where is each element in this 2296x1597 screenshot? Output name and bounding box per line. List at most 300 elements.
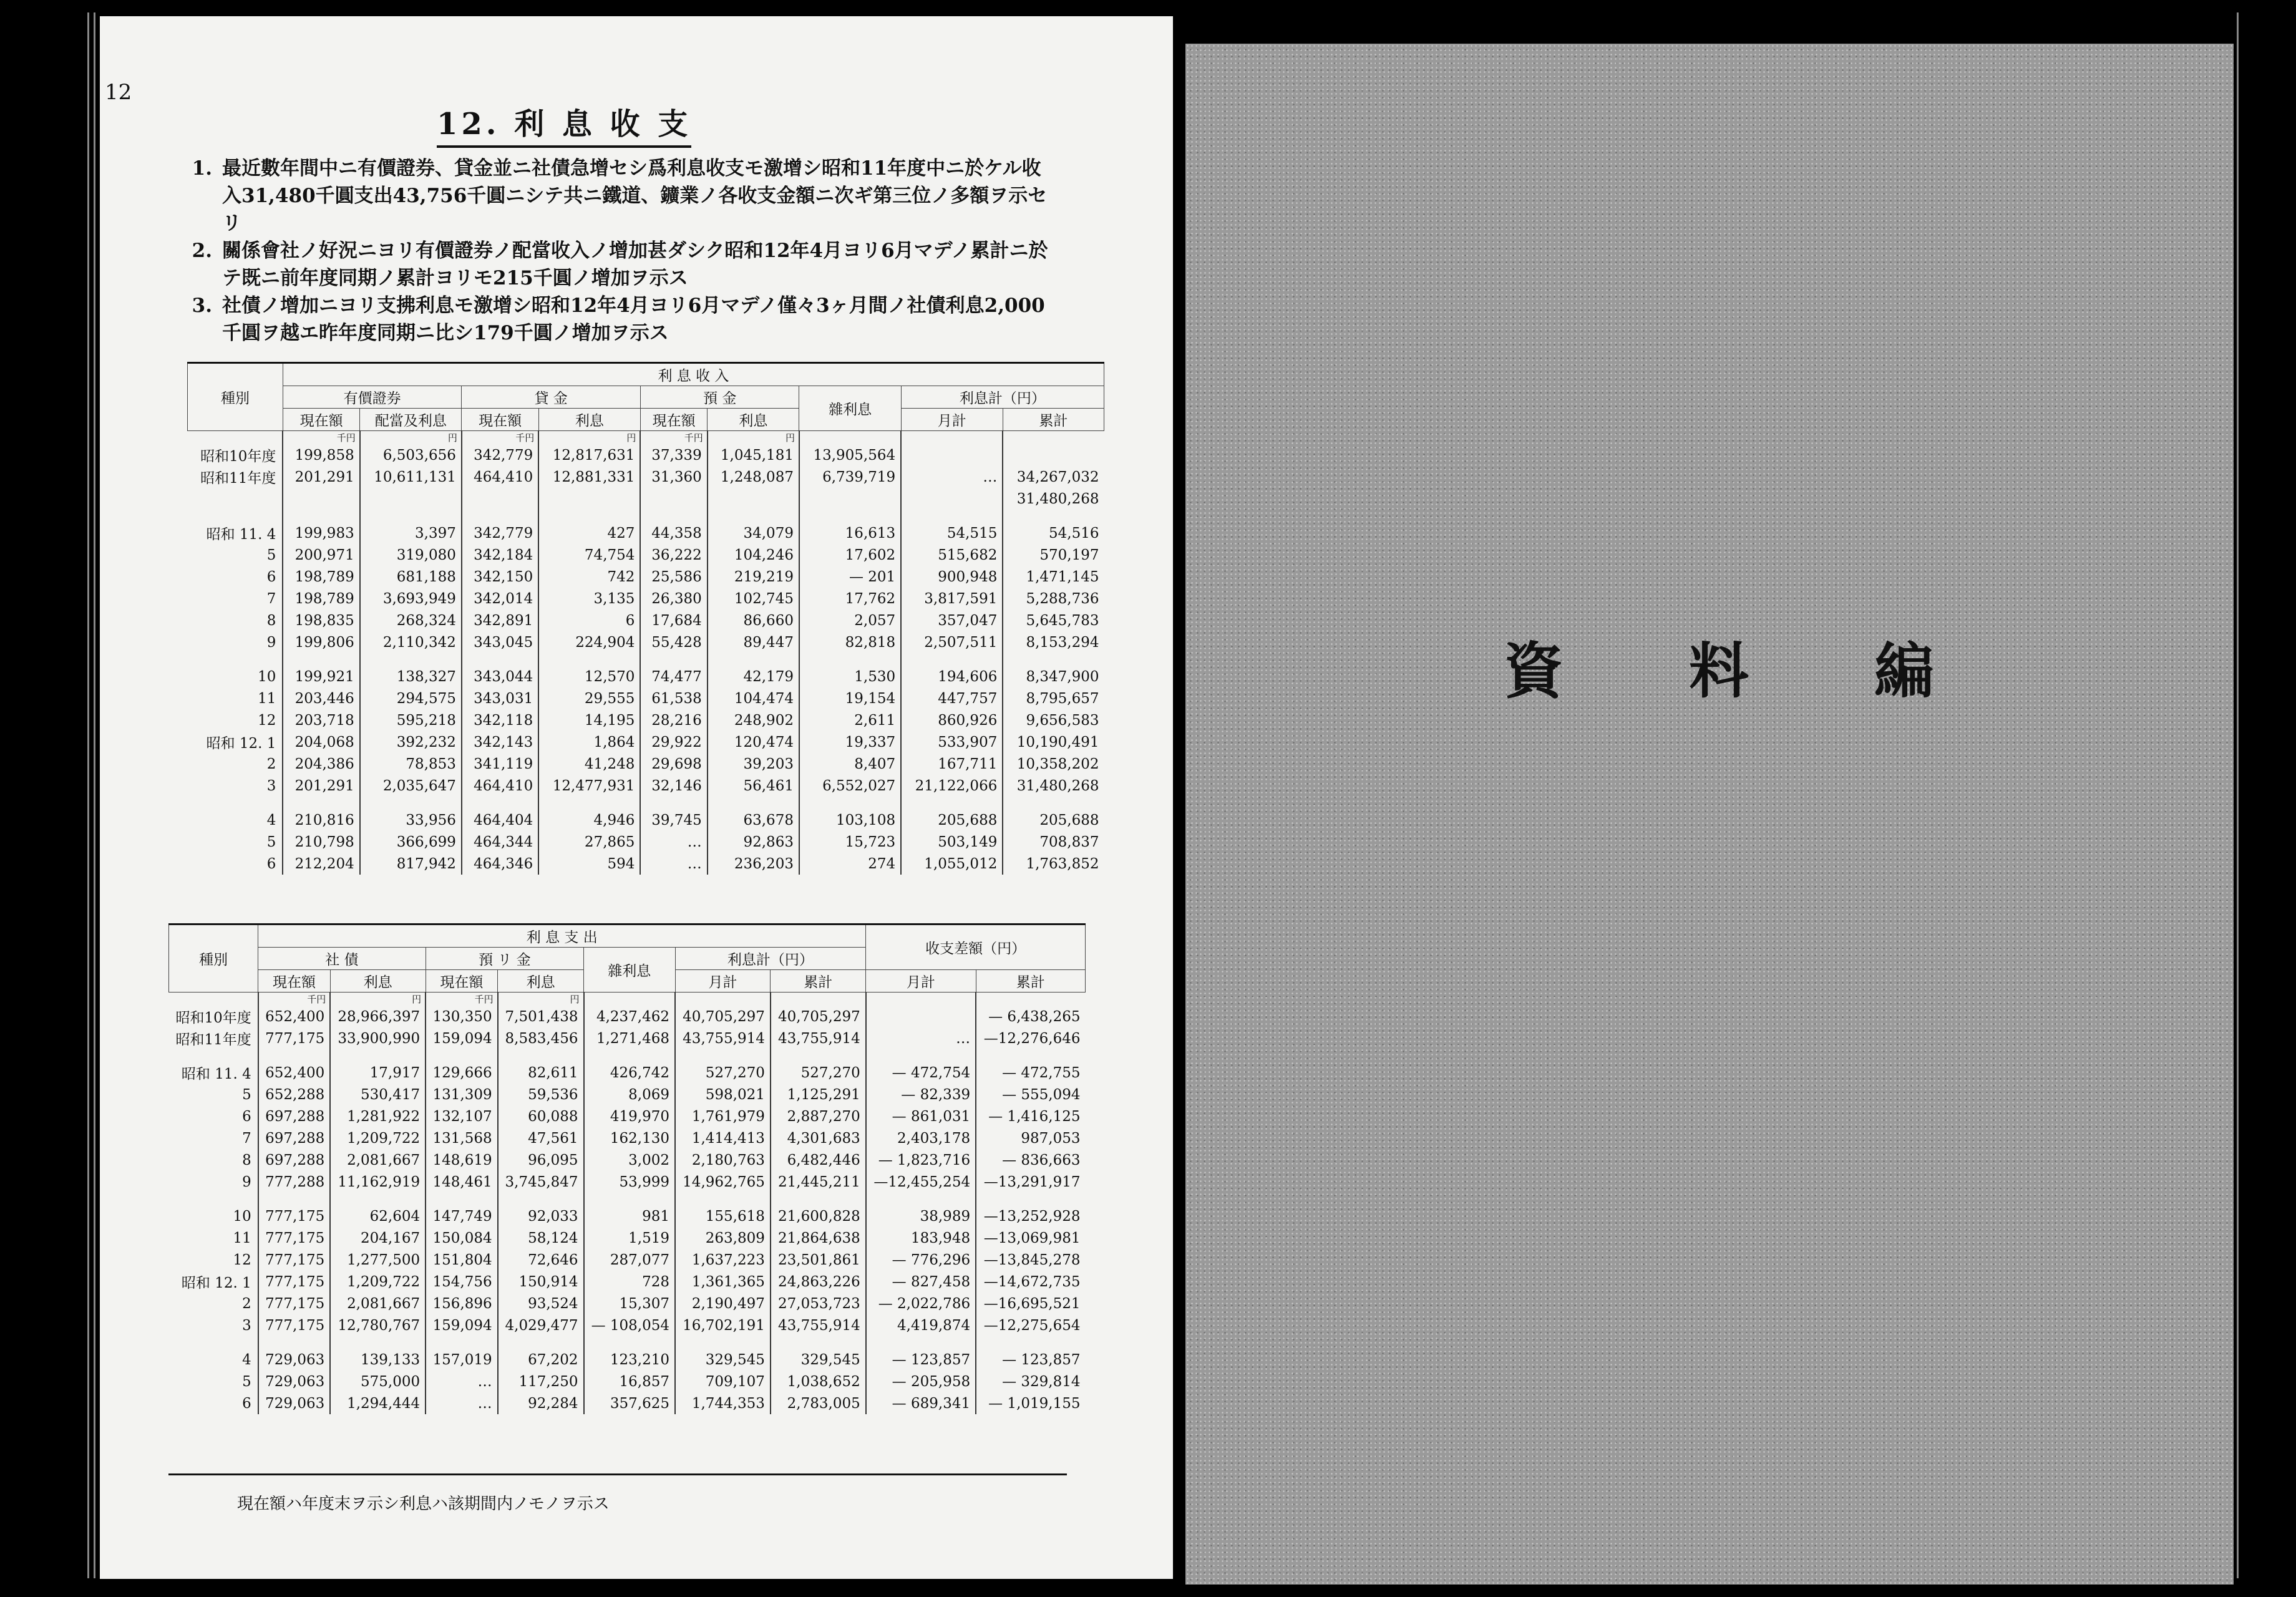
table-cell: 82,818 — [799, 631, 901, 653]
table-cell: 25,586 — [640, 566, 707, 588]
column-header-income: 利 息 收 入 — [283, 363, 1104, 386]
table-cell: 204,167 — [330, 1227, 426, 1249]
row-label: 昭和 11. 4 — [181, 1066, 251, 1082]
table-cell: 131,568 — [426, 1127, 498, 1149]
table-row — [169, 1249, 1086, 1271]
row-label: 9 — [266, 634, 276, 651]
column-header-present: 現在額 — [283, 409, 359, 431]
table-cell — [901, 488, 1003, 510]
table-cell: 204,386 — [283, 753, 359, 775]
row-label: 10 — [258, 668, 276, 685]
table-cell: 4,029,477 — [498, 1314, 584, 1336]
interest-income-table — [187, 362, 1104, 875]
row-label: 3 — [242, 1317, 251, 1334]
table-cell: 154,756 — [426, 1271, 498, 1293]
row-label: 8 — [242, 1152, 251, 1168]
table-cell: 1,209,722 — [330, 1127, 426, 1149]
table-cell: 777,175 — [258, 1249, 331, 1271]
table-cell: 728 — [584, 1271, 675, 1293]
table-cell: 1,471,145 — [1003, 566, 1104, 588]
table-cell: 6,552,027 — [799, 775, 901, 797]
column-header-total: 利息計（円） — [675, 948, 866, 970]
table-cell: — 472,754 — [866, 1049, 976, 1084]
table-cell: 2,190,497 — [675, 1293, 771, 1314]
table-cell: 47,561 — [498, 1127, 584, 1149]
table-cell: 201,291 — [283, 775, 359, 797]
column-header-cumulative: 累計 — [771, 970, 866, 993]
row-label: 昭和10年度 — [175, 1010, 251, 1026]
table-cell: 14,962,765 — [675, 1171, 771, 1193]
table-cell: 31,360 — [640, 466, 707, 488]
table-cell: 1,277,500 — [330, 1249, 426, 1271]
table-cell: 11,162,919 — [330, 1171, 426, 1193]
table-cell: — 827,458 — [866, 1271, 976, 1293]
column-header-present: 現在額 — [462, 409, 538, 431]
table-cell: 24,863,226 — [771, 1271, 866, 1293]
table-cell: 708,837 — [1003, 831, 1104, 853]
table-cell: 120,474 — [708, 731, 799, 753]
table-cell: —16,695,521 — [976, 1293, 1085, 1314]
note-item — [175, 237, 1048, 292]
table-row — [188, 544, 1104, 566]
row-label: 5 — [242, 1086, 251, 1103]
table-cell: 203,718 — [283, 709, 359, 731]
column-header-interest: 利息 — [538, 409, 640, 431]
table-cell: 1,271,468 — [584, 1027, 675, 1049]
table-cell: 515,682 — [901, 544, 1003, 566]
table-cell: 59,536 — [498, 1084, 584, 1105]
table-cell: 224,904 — [538, 631, 640, 653]
table-cell: 817,942 — [360, 853, 462, 875]
table-cell: … — [640, 853, 707, 875]
table-cell: 709,107 — [675, 1371, 771, 1392]
column-header-deposits-received: 預 リ 金 — [426, 948, 583, 970]
right-page — [1185, 44, 2234, 1585]
table-cell: 860,926 — [901, 709, 1003, 731]
table-cell: 6 — [538, 609, 640, 631]
table-cell: —13,291,917 — [976, 1171, 1085, 1193]
table-row — [169, 1027, 1086, 1049]
table-cell: 92,284 — [498, 1392, 584, 1414]
note-text: 最近數年間中ニ有價證券、貸金並ニ社債急增セシ爲利息收支モ激增シ昭和11年度中ニ於ケル收入31,480千圓支出43,756千圓ニシテ共ニ鐵道、鑛業ノ各收支金額ニ次ギ第三位ノ多額ヲ示セリ — [222, 157, 1048, 235]
interest-expense-table — [168, 923, 1086, 1414]
table-cell: 1,519 — [584, 1227, 675, 1249]
row-label: 7 — [242, 1130, 251, 1147]
column-header-securities: 有價證券 — [283, 386, 462, 409]
note-text: 關係會社ノ好況ニヨリ有價證券ノ配當收入ノ增加甚ダシク昭和12年4月ヨリ6月マデノ累計ニ於テ既ニ前年度同期ノ累計ヨリモ215千圓ノ增加ヲ示ス — [222, 240, 1048, 289]
table-cell: 104,474 — [708, 687, 799, 709]
table-cell: — 123,857 — [866, 1336, 976, 1371]
table-cell: 44,358 — [640, 510, 707, 544]
note-number: 1. — [192, 157, 212, 180]
table-cell: —14,672,735 — [976, 1271, 1085, 1293]
column-header-month: 月計 — [675, 970, 771, 993]
table-cell — [866, 1006, 976, 1027]
table-cell: 2,081,667 — [330, 1293, 426, 1314]
table-cell: 503,149 — [901, 831, 1003, 853]
table-cell: 729,063 — [258, 1336, 331, 1371]
table-cell: —12,276,646 — [976, 1027, 1085, 1049]
row-label: 4 — [266, 812, 276, 828]
table-cell: 6,482,446 — [771, 1149, 866, 1171]
table-cell: 697,288 — [258, 1149, 331, 1171]
table-cell: 419,970 — [584, 1105, 675, 1127]
table-cell: 2,110,342 — [360, 631, 462, 653]
table-cell: 2,783,005 — [771, 1392, 866, 1414]
table-cell: — 555,094 — [976, 1084, 1085, 1105]
table-cell: — 205,958 — [866, 1371, 976, 1392]
table-cell: 203,446 — [283, 687, 359, 709]
table-row — [169, 1127, 1086, 1149]
table-cell: 464,344 — [462, 831, 538, 853]
table-cell: 3,745,847 — [498, 1171, 584, 1193]
table-cell: 103,108 — [799, 797, 901, 831]
table-row — [169, 1171, 1086, 1193]
table-cell: 1,637,223 — [675, 1249, 771, 1271]
column-header-balance: 收支差額（円） — [866, 925, 1086, 970]
table-cell: 159,094 — [426, 1027, 498, 1049]
table-cell: 426,742 — [584, 1049, 675, 1084]
expense-table-body — [169, 1006, 1086, 1414]
table-cell: 31,480,268 — [1003, 488, 1104, 510]
table-cell — [640, 488, 707, 510]
table-cell: 198,835 — [283, 609, 359, 631]
table-cell: 287,077 — [584, 1249, 675, 1271]
table-cell: — 861,031 — [866, 1105, 976, 1127]
table-cell: 183,948 — [866, 1227, 976, 1249]
row-label: 昭和11年度 — [200, 470, 276, 487]
table-cell: 366,699 — [360, 831, 462, 853]
table-row — [169, 1193, 1086, 1227]
table-cell: 40,705,297 — [675, 1006, 771, 1027]
table-cell: 198,789 — [283, 566, 359, 588]
column-header-month: 月計 — [901, 409, 1003, 431]
table-row — [188, 466, 1104, 488]
title-char: 料 — [1689, 636, 1749, 706]
table-cell: — 1,823,716 — [866, 1149, 976, 1171]
table-cell: 777,175 — [258, 1314, 331, 1336]
table-cell: — 776,296 — [866, 1249, 976, 1271]
table-cell: 248,902 — [708, 709, 799, 731]
title-char: 編 — [1874, 636, 1934, 706]
book-spine-edge — [2237, 12, 2239, 1578]
notes-list — [175, 155, 1048, 347]
table-cell: 39,745 — [640, 797, 707, 831]
table-cell: … — [426, 1371, 498, 1392]
table-cell — [538, 488, 640, 510]
table-row — [188, 609, 1104, 631]
note-number: 2. — [192, 240, 212, 262]
row-label: 昭和10年度 — [200, 449, 276, 465]
table-cell: 19,337 — [799, 731, 901, 753]
table-cell: 33,900,990 — [330, 1027, 426, 1049]
unit-label: 円 — [708, 431, 799, 445]
table-cell: 987,053 — [976, 1127, 1085, 1149]
table-row — [188, 566, 1104, 588]
table-cell: 7,501,438 — [498, 1006, 584, 1027]
table-cell: 205,688 — [901, 797, 1003, 831]
table-row — [188, 488, 1104, 510]
table-cell: 981 — [584, 1193, 675, 1227]
table-cell: 2,035,647 — [360, 775, 462, 797]
table-cell: 132,107 — [426, 1105, 498, 1127]
column-header-interest: 利息 — [498, 970, 584, 993]
table-cell: … — [640, 831, 707, 853]
table-cell: 194,606 — [901, 653, 1003, 687]
table-cell: 464,410 — [462, 775, 538, 797]
table-cell: 205,688 — [1003, 797, 1104, 831]
table-cell — [799, 488, 901, 510]
row-label: 6 — [242, 1395, 251, 1412]
table-cell: 527,270 — [771, 1049, 866, 1084]
table-cell: 3,135 — [538, 588, 640, 609]
table-cell — [1003, 444, 1104, 466]
column-header-interest: 利息 — [330, 970, 426, 993]
table-cell: 117,250 — [498, 1371, 584, 1392]
column-header-deposits: 預 金 — [640, 386, 799, 409]
table-cell: 342,143 — [462, 731, 538, 753]
footer-note: 現在額ハ年度末ヲ示シ利息ハ該期間内ノモノヲ示ス — [237, 1495, 610, 1513]
table-cell: 575,000 — [330, 1371, 426, 1392]
row-label: 昭和11年度 — [175, 1032, 251, 1048]
table-cell: 464,346 — [462, 853, 538, 875]
table-cell: 150,914 — [498, 1271, 584, 1293]
table-cell: 12,780,767 — [330, 1314, 426, 1336]
column-header-interest: 利息 — [708, 409, 799, 431]
table-cell: 570,197 — [1003, 544, 1104, 566]
table-cell: 329,545 — [675, 1336, 771, 1371]
table-cell: 43,755,914 — [771, 1027, 866, 1049]
table-cell: 594 — [538, 853, 640, 875]
table-row — [169, 1227, 1086, 1249]
table-cell: 219,219 — [708, 566, 799, 588]
column-header-cumulative: 累計 — [1003, 409, 1104, 431]
table-cell: 2,611 — [799, 709, 901, 731]
table-cell: 43,755,914 — [675, 1027, 771, 1049]
table-row — [169, 1006, 1086, 1027]
table-row — [169, 1149, 1086, 1171]
table-cell — [283, 488, 359, 510]
table-cell: 29,555 — [538, 687, 640, 709]
row-label: 6 — [242, 1108, 251, 1125]
row-label: 11 — [233, 1230, 251, 1246]
row-label: 6 — [266, 568, 276, 585]
unit-label: 円 — [360, 431, 462, 445]
table-row — [188, 775, 1104, 797]
column-header-misc: 雜利息 — [584, 948, 675, 993]
table-cell: 123,210 — [584, 1336, 675, 1371]
table-cell: 63,678 — [708, 797, 799, 831]
table-cell: 29,698 — [640, 753, 707, 775]
table-cell: 17,602 — [799, 544, 901, 566]
table-cell: 199,858 — [283, 444, 359, 466]
table-row — [188, 631, 1104, 653]
footer-rule — [168, 1473, 1067, 1475]
table-cell: 357,625 — [584, 1392, 675, 1414]
table-cell: 729,063 — [258, 1392, 331, 1414]
table-cell: 62,604 — [330, 1193, 426, 1227]
table-cell: … — [866, 1027, 976, 1049]
row-label: 2 — [266, 755, 276, 772]
table-cell: 342,779 — [462, 444, 538, 466]
table-cell: 212,204 — [283, 853, 359, 875]
table-cell: — 1,019,155 — [976, 1392, 1085, 1414]
table-cell: 31,480,268 — [1003, 775, 1104, 797]
row-label: 7 — [266, 590, 276, 607]
table-cell: 742 — [538, 566, 640, 588]
row-label: 12 — [258, 712, 276, 729]
table-cell: 204,068 — [283, 731, 359, 753]
table-row — [169, 1392, 1086, 1414]
table-cell: 60,088 — [498, 1105, 584, 1127]
table-cell: 27,053,723 — [771, 1293, 866, 1314]
table-cell: 777,175 — [258, 1027, 331, 1049]
table-cell: — 2,022,786 — [866, 1293, 976, 1314]
table-row — [188, 853, 1104, 875]
row-label: 8 — [266, 612, 276, 629]
table-cell: 32,146 — [640, 775, 707, 797]
table-cell: 777,175 — [258, 1193, 331, 1227]
table-cell: — 1,416,125 — [976, 1105, 1085, 1127]
table-cell: — 836,663 — [976, 1149, 1085, 1171]
table-cell: 729,063 — [258, 1371, 331, 1392]
table-cell: 3,397 — [360, 510, 462, 544]
table-row — [169, 1371, 1086, 1392]
table-row — [169, 1336, 1086, 1371]
table-cell: 21,445,211 — [771, 1171, 866, 1193]
table-cell: 167,711 — [901, 753, 1003, 775]
table-cell: 16,702,191 — [675, 1314, 771, 1336]
table-cell: 139,133 — [330, 1336, 426, 1371]
table-cell: 8,069 — [584, 1084, 675, 1105]
table-cell: 16,613 — [799, 510, 901, 544]
table-cell: 777,175 — [258, 1227, 331, 1249]
table-cell: 5,645,783 — [1003, 609, 1104, 631]
table-cell: 67,202 — [498, 1336, 584, 1371]
table-cell: 199,806 — [283, 631, 359, 653]
table-row — [188, 444, 1104, 466]
table-cell: 21,864,638 — [771, 1227, 866, 1249]
row-label: 5 — [242, 1373, 251, 1390]
table-cell: 198,789 — [283, 588, 359, 609]
table-cell: 74,754 — [538, 544, 640, 566]
table-cell: 4,237,462 — [584, 1006, 675, 1027]
table-cell: 210,798 — [283, 831, 359, 853]
table-cell: 777,288 — [258, 1171, 331, 1193]
title-char: 資 — [1504, 636, 1564, 706]
column-header-present: 現在額 — [426, 970, 498, 993]
row-label: 5 — [266, 833, 276, 850]
table-cell: —13,252,928 — [976, 1193, 1085, 1227]
table-cell: 58,124 — [498, 1227, 584, 1249]
table-cell: 681,188 — [360, 566, 462, 588]
table-cell: 294,575 — [360, 687, 462, 709]
table-cell: 39,203 — [708, 753, 799, 775]
unit-label: 円 — [538, 431, 640, 445]
note-item — [175, 155, 1048, 237]
table-cell: 8,795,657 — [1003, 687, 1104, 709]
table-cell: 159,094 — [426, 1314, 498, 1336]
note-item — [175, 292, 1048, 347]
table-cell: 8,153,294 — [1003, 631, 1104, 653]
table-cell: —13,069,981 — [976, 1227, 1085, 1249]
table-cell: 93,524 — [498, 1293, 584, 1314]
column-header-month: 月計 — [866, 970, 976, 993]
table-cell: 1,045,181 — [708, 444, 799, 466]
row-label: 4 — [242, 1351, 251, 1368]
section-title: 12. 利 息 收 支 — [437, 100, 691, 148]
table-cell: 319,080 — [360, 544, 462, 566]
table-cell: 27,865 — [538, 831, 640, 853]
table-cell: 4,419,874 — [866, 1314, 976, 1336]
column-header-type: 種別 — [188, 363, 283, 431]
column-header-misc: 雜利息 — [799, 386, 901, 431]
table-cell: 6,739,719 — [799, 466, 901, 488]
table-cell: 342,118 — [462, 709, 538, 731]
table-cell: 342,150 — [462, 566, 538, 588]
table-cell: 210,816 — [283, 797, 359, 831]
table-cell: 4,946 — [538, 797, 640, 831]
table-cell: 342,891 — [462, 609, 538, 631]
table-cell: 43,755,914 — [771, 1314, 866, 1336]
table-cell: 78,853 — [360, 753, 462, 775]
table-cell: 1,125,291 — [771, 1084, 866, 1105]
table-cell: 157,019 — [426, 1336, 498, 1371]
book-spine-edge — [94, 12, 95, 1578]
table-row — [188, 687, 1104, 709]
table-cell: 33,956 — [360, 797, 462, 831]
row-label: 2 — [242, 1295, 251, 1312]
table-cell: 342,779 — [462, 510, 538, 544]
table-cell: 14,195 — [538, 709, 640, 731]
table-cell: 41,248 — [538, 753, 640, 775]
table-cell: 17,917 — [330, 1049, 426, 1084]
table-cell: 2,081,667 — [330, 1149, 426, 1171]
table-cell: 34,267,032 — [1003, 466, 1104, 488]
table-cell: 697,288 — [258, 1127, 331, 1149]
table-cell: 148,461 — [426, 1171, 498, 1193]
table-cell: 3,002 — [584, 1149, 675, 1171]
table-cell: 54,515 — [901, 510, 1003, 544]
table-cell: 652,288 — [258, 1084, 331, 1105]
table-cell: — 329,814 — [976, 1371, 1085, 1392]
table-row — [169, 1314, 1086, 1336]
table-cell: 236,203 — [708, 853, 799, 875]
table-cell: 138,327 — [360, 653, 462, 687]
table-cell: 1,209,722 — [330, 1271, 426, 1293]
unit-label: 千円 — [283, 431, 359, 445]
table-cell: 464,404 — [462, 797, 538, 831]
table-cell: 392,232 — [360, 731, 462, 753]
table-cell: 8,583,456 — [498, 1027, 584, 1049]
table-row — [169, 1049, 1086, 1084]
table-cell: 17,762 — [799, 588, 901, 609]
table-cell — [462, 488, 538, 510]
table-cell: — 472,755 — [976, 1049, 1085, 1084]
table-cell: 129,666 — [426, 1049, 498, 1084]
column-header-total: 利息計（円） — [901, 386, 1104, 409]
table-cell: 199,983 — [283, 510, 359, 544]
table-cell: 652,400 — [258, 1006, 331, 1027]
row-label — [188, 488, 283, 510]
table-row — [169, 1084, 1086, 1105]
table-cell: 86,660 — [708, 609, 799, 631]
table-cell: 1,055,012 — [901, 853, 1003, 875]
table-cell: 263,809 — [675, 1227, 771, 1249]
column-header-loans: 貸 金 — [462, 386, 641, 409]
table-cell: 343,045 — [462, 631, 538, 653]
table-cell: 34,079 — [708, 510, 799, 544]
